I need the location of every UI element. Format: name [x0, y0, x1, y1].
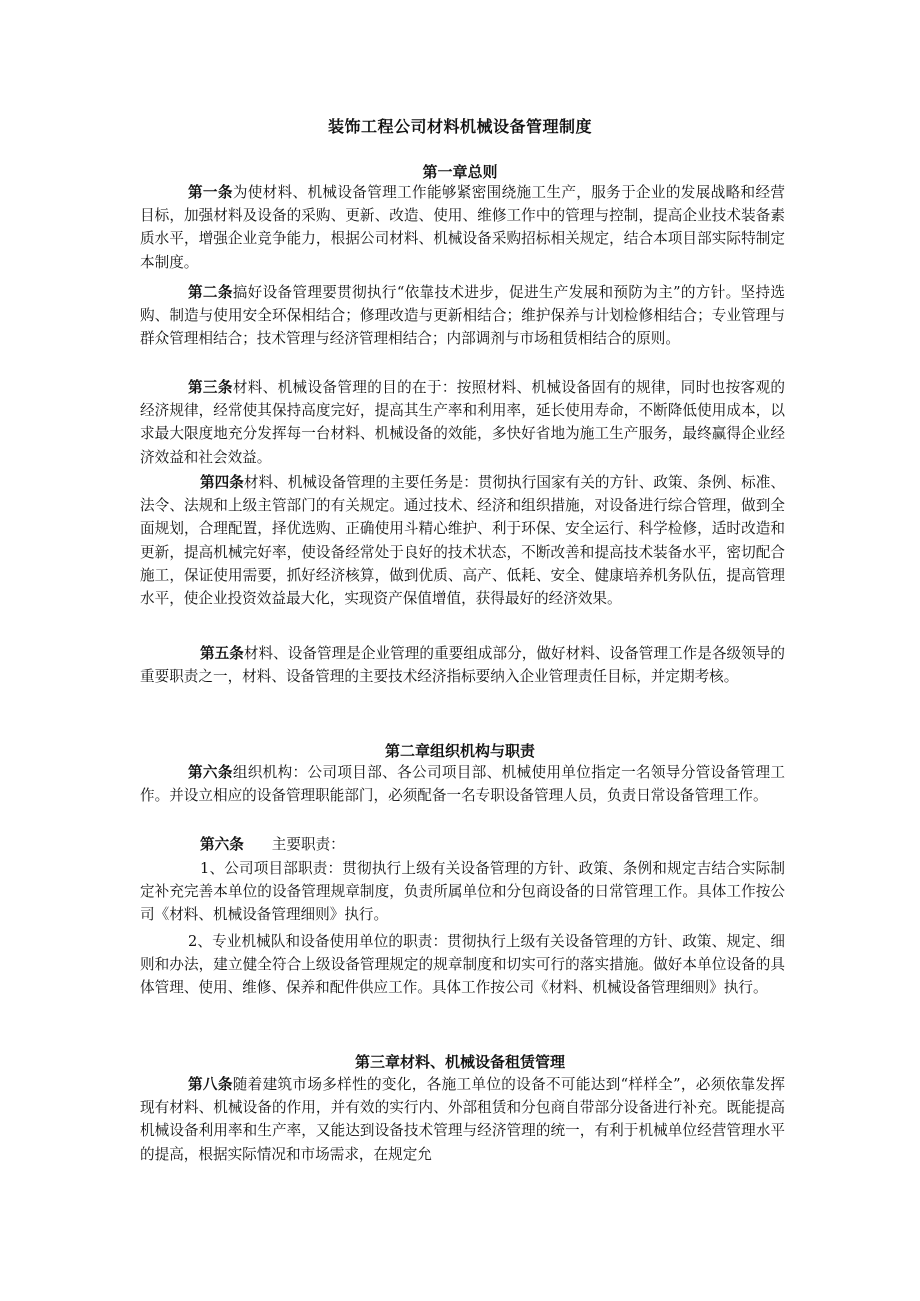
- duty-item-1: [140, 857, 785, 927]
- article-8: [140, 1073, 785, 1166]
- article-text: 为使材料、机械设备管理工作能够紧密围绕施工生产，服务于企业的发展战略和经营目标，加强材料及设备的采购、更新、改造、使用、维修工作中的管理与控制，提高企业技术装备素质水平，增强企业竞争能力，根据公司材料、机械设备采购招标相关规定，结合本项目部实际特制定本制度。: [140, 184, 785, 271]
- article-label: 第六条: [200, 836, 244, 853]
- chapter-2-heading: 第二章组织机构与职责: [384, 742, 535, 760]
- article-label: 第八条: [188, 1076, 233, 1093]
- article-text: 搞好设备管理要贯彻执行“依靠技术进步，促进生产发展和预防为主”的方针。坚持选购、制造与使用安全环保相结合；修理改造与更新相结合；维护保养与计划检修相结合；专业管理与群众管理相结合；技术管理与经济管理相结合；内部调剂与市场租赁相结合的原则。: [140, 284, 785, 348]
- article-label: 第一条: [188, 184, 233, 201]
- article-1: [140, 181, 785, 274]
- chapter-3-heading: 第三章材料、机械设备租赁管理: [354, 1053, 565, 1071]
- article-text: 材料、机械设备管理的主要任务是：贯彻执行国家有关的方针、政策、条例、标准、法令、法规和上级主管部门的有关规定。通过技术、经济和组织措施，对设备进行综合管理，做到全面规划，合理配置，择优选购、正确使用斗精心维护、利于环保、安全运行、科学检修，适时改造和更新，提高机械完好率，使设备经常处于良好的技术状态，不断改善和提高技术装备水平，密切配合施工，保证使用需要，抓好经济核算，做到优质、高产、低耗、安全、健康培养机务队伍，提高管理水平，使企业投资效益最大化，实现资产保值增值，获得最好的经济效果。: [140, 474, 785, 608]
- article-label: 第六条: [188, 764, 233, 781]
- article-text: 随着建筑市场多样性的变化，各施工单位的设备不可能达到“样样全”，必须依靠发挥现有材料、机械设备的作用，并有效的实行内、外部租赁和分包商自带部分设备进行补充。既能提高机械设备利用率和生产率，又能达到设备技术管理与经济管理的统一，有利于机械单位经营管理水平的提高，根据实际情况和市场需求，在规定允: [140, 1076, 785, 1163]
- article-6: [140, 761, 785, 807]
- article-text: 材料、机械设备管理的目的在于：按照材料、机械设备固有的规律，同时也按客观的经济规律，经常使其保持高度完好，提高其生产率和利用率，延长使用寿命，不断降低使用成本，以求最大限度地充分发挥每一台材料、机械设备的效能，多快好省地为施工生产服务，最终赢得企业经济效益和社会效益。: [140, 379, 785, 466]
- article-3: [140, 376, 785, 469]
- article-text: 主要职责：: [271, 836, 345, 853]
- duty-text: 1、公司项目部职责：贯彻执行上级有关设备管理的方针、政策、条例和规定吉结合实际制定补充完善本单位的设备管理规章制度，负责所属单位和分包商设备的日常管理工作。具体工作按公司《材料、机械设备管理细则》执行。: [140, 860, 785, 924]
- article-label: 第五条: [200, 645, 244, 662]
- article-text: 组织机构：公司项目部、各公司项目部、机械使用单位指定一名领导分管设备管理工作。并设立相应的设备管理职能部门，必须配备一名专职设备管理人员，负责日常设备管理工作。: [140, 764, 785, 805]
- article-text: 材料、设备管理是企业管理的重要组成部分，做好材料、设备管理工作是各级领导的重要职责之一，材料、设备管理的主要技术经济指标要纳入企业管理责任目标，并定期考核。: [140, 645, 785, 686]
- document-title: 装饰工程公司材料机械设备管理制度: [327, 117, 592, 136]
- article-label: 第四条: [200, 474, 244, 491]
- article-5: [140, 642, 785, 688]
- chapter-1-heading: 第一章总则: [422, 163, 498, 181]
- article-4: [140, 471, 785, 610]
- duty-item-2: [140, 930, 785, 1000]
- article-label: 第三条: [188, 379, 233, 396]
- duty-text: 2、专业机械队和设备使用单位的职责：贯彻执行上级有关设备管理的方针、政策、规定、细则和办法，建立健全符合上级设备管理规定的规章制度和切实可行的落实措施。做好本单位设备的具体管理、使用、维修、保养和配件供应工作。具体工作按公司《材料、机械设备管理细则》执行。: [140, 933, 785, 997]
- article-label: 第二条: [188, 284, 233, 301]
- article-6-duties: [140, 833, 785, 856]
- article-2: [140, 281, 785, 351]
